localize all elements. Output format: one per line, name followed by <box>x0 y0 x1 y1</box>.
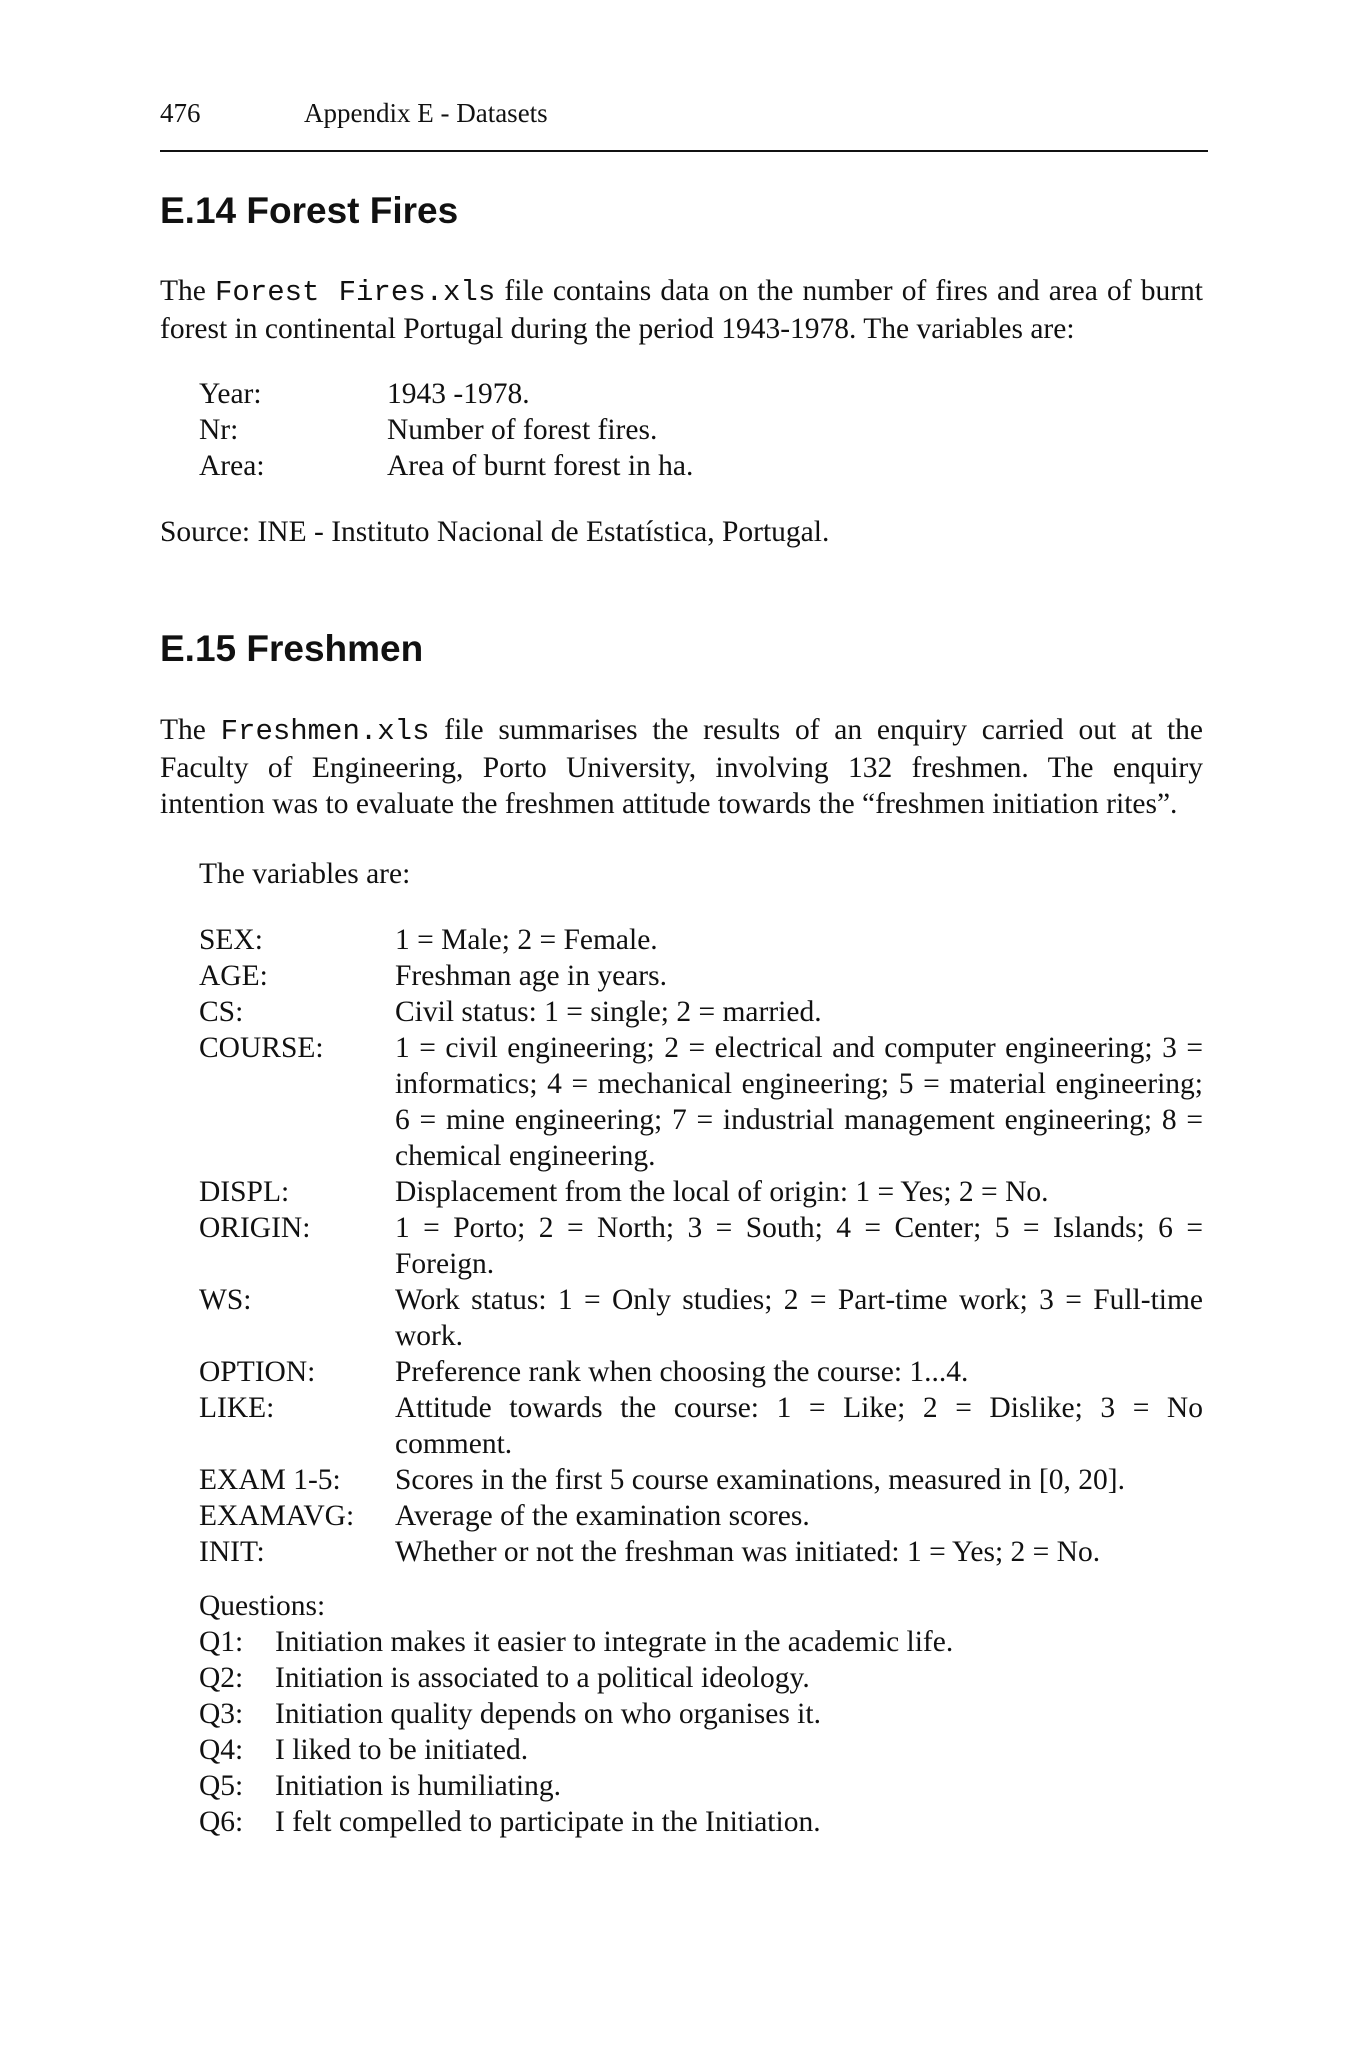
question-id: Q3: <box>199 1698 244 1730</box>
variable-row <box>199 1174 1203 1210</box>
filename-freshmen: Freshmen.xls <box>220 715 430 748</box>
variable-desc: 1943 -1978. <box>387 378 530 410</box>
variable-desc: 1 = Male; 2 = Female. <box>395 924 658 956</box>
variable-name: WS: <box>199 1284 252 1316</box>
forest-fires-variables <box>199 376 1199 484</box>
variable-name: COURSE: <box>199 1032 324 1064</box>
question-id: Q2: <box>199 1662 244 1694</box>
forest-fires-source: Source: INE - Instituto Nacional de Estatística, Portugal. <box>160 516 830 548</box>
question-id: Q5: <box>199 1770 244 1802</box>
variable-name: INIT: <box>199 1536 265 1568</box>
variable-name: DISPL: <box>199 1176 290 1208</box>
question-id: Q6: <box>199 1806 244 1838</box>
variable-desc: Civil status: 1 = single; 2 = married. <box>395 996 822 1028</box>
variable-desc: Attitude towards the course: 1 = Like; 2 = Dislike; 3 = No comment. <box>395 1392 1203 1460</box>
question-text: Initiation is associated to a political ideology. <box>275 1662 810 1694</box>
variable-name: AGE: <box>199 960 268 992</box>
header-rule <box>160 150 1208 152</box>
intro-prefix: The <box>160 714 221 746</box>
section-title-forest-fires: E.14 Forest Fires <box>160 190 459 231</box>
page-number: 476 <box>160 98 201 128</box>
variable-row <box>199 448 1199 484</box>
variable-row <box>199 1390 1203 1462</box>
variable-row <box>199 1030 1203 1174</box>
variable-row <box>199 412 1199 448</box>
variable-name: CS: <box>199 996 244 1028</box>
question-id: Q4: <box>199 1734 244 1766</box>
variable-desc: Preference rank when choosing the course: 1...4. <box>395 1356 969 1388</box>
variable-name: SEX: <box>199 924 263 956</box>
variable-row <box>199 1210 1203 1282</box>
variable-desc: Whether or not the freshman was initiated: 1 = Yes; 2 = No. <box>395 1536 1101 1568</box>
variable-desc: Scores in the first 5 course examinations, measured in [0, 20]. <box>395 1464 1125 1496</box>
variable-name: EXAMAVG: <box>199 1500 355 1532</box>
variable-name: ORIGIN: <box>199 1212 311 1244</box>
intro-prefix: The <box>160 275 216 307</box>
variable-desc: 1 = Porto; 2 = North; 3 = South; 4 = Center; 5 = Islands; 6 = Foreign. <box>395 1212 1203 1280</box>
variable-name: Area: <box>199 450 265 482</box>
question-text: Initiation quality depends on who organises it. <box>275 1698 821 1730</box>
variable-desc: Freshman age in years. <box>395 960 667 992</box>
variable-name: LIKE: <box>199 1392 275 1424</box>
filename-forest-fires: Forest Fires.xls <box>215 276 496 309</box>
question-text: Initiation is humiliating. <box>275 1770 561 1802</box>
variable-row <box>199 958 1203 994</box>
variable-row <box>199 1534 1203 1570</box>
variable-desc: Average of the examination scores. <box>395 1500 810 1532</box>
variable-name: Year: <box>199 378 262 410</box>
variable-row <box>199 922 1203 958</box>
variable-desc: Area of burnt forest in ha. <box>387 450 694 482</box>
variable-name: Nr: <box>199 414 239 446</box>
variable-row <box>199 1462 1203 1498</box>
question-text: Initiation makes it easier to integrate in the academic life. <box>275 1626 954 1658</box>
question-text: I felt compelled to participate in the Initiation. <box>275 1806 821 1838</box>
intro-body: file summarises the results of an enquiry carried out at the Faculty of Engineering, Porto University, involving 132 freshmen. The enquiry intention was to evaluate the freshmen attitude towards the “freshmen initiation rites”. <box>160 714 1203 820</box>
variable-name: OPTION: <box>199 1356 316 1388</box>
question-id: Q1: <box>199 1626 244 1658</box>
variable-desc: Number of forest fires. <box>387 414 658 446</box>
forest-fires-intro <box>160 273 1203 347</box>
variable-row <box>199 1354 1203 1390</box>
variable-desc: Work status: 1 = Only studies; 2 = Part-time work; 3 = Full-time work. <box>395 1284 1203 1352</box>
variable-desc: Displacement from the local of origin: 1 = Yes; 2 = No. <box>395 1176 1049 1208</box>
variable-desc: 1 = civil engineering; 2 = electrical and computer engineering; 3 = informatics; 4 = mechanical engineering; 5 = material engineering; 6 = mine engineering; 7 = industrial management engineering; 8 = chemical engineering. <box>395 1032 1203 1172</box>
freshmen-intro <box>160 712 1203 822</box>
freshmen-variables <box>199 922 1203 1570</box>
variable-row <box>199 376 1199 412</box>
question-text: I liked to be initiated. <box>275 1734 529 1766</box>
running-title: Appendix E - Datasets <box>304 98 548 128</box>
variable-row <box>199 994 1203 1030</box>
intro-body: file contains data on the number of fires and area of burnt forest in continental Portugal during the period 1943-1978. The variables are: <box>160 275 1203 345</box>
freshmen-variables-intro: The variables are: <box>199 858 411 890</box>
variable-name: EXAM 1-5: <box>199 1464 341 1496</box>
variable-row <box>199 1282 1203 1354</box>
section-title-freshmen: E.15 Freshmen <box>160 628 424 669</box>
variable-row <box>199 1498 1203 1534</box>
questions-label: Questions: <box>199 1590 326 1622</box>
